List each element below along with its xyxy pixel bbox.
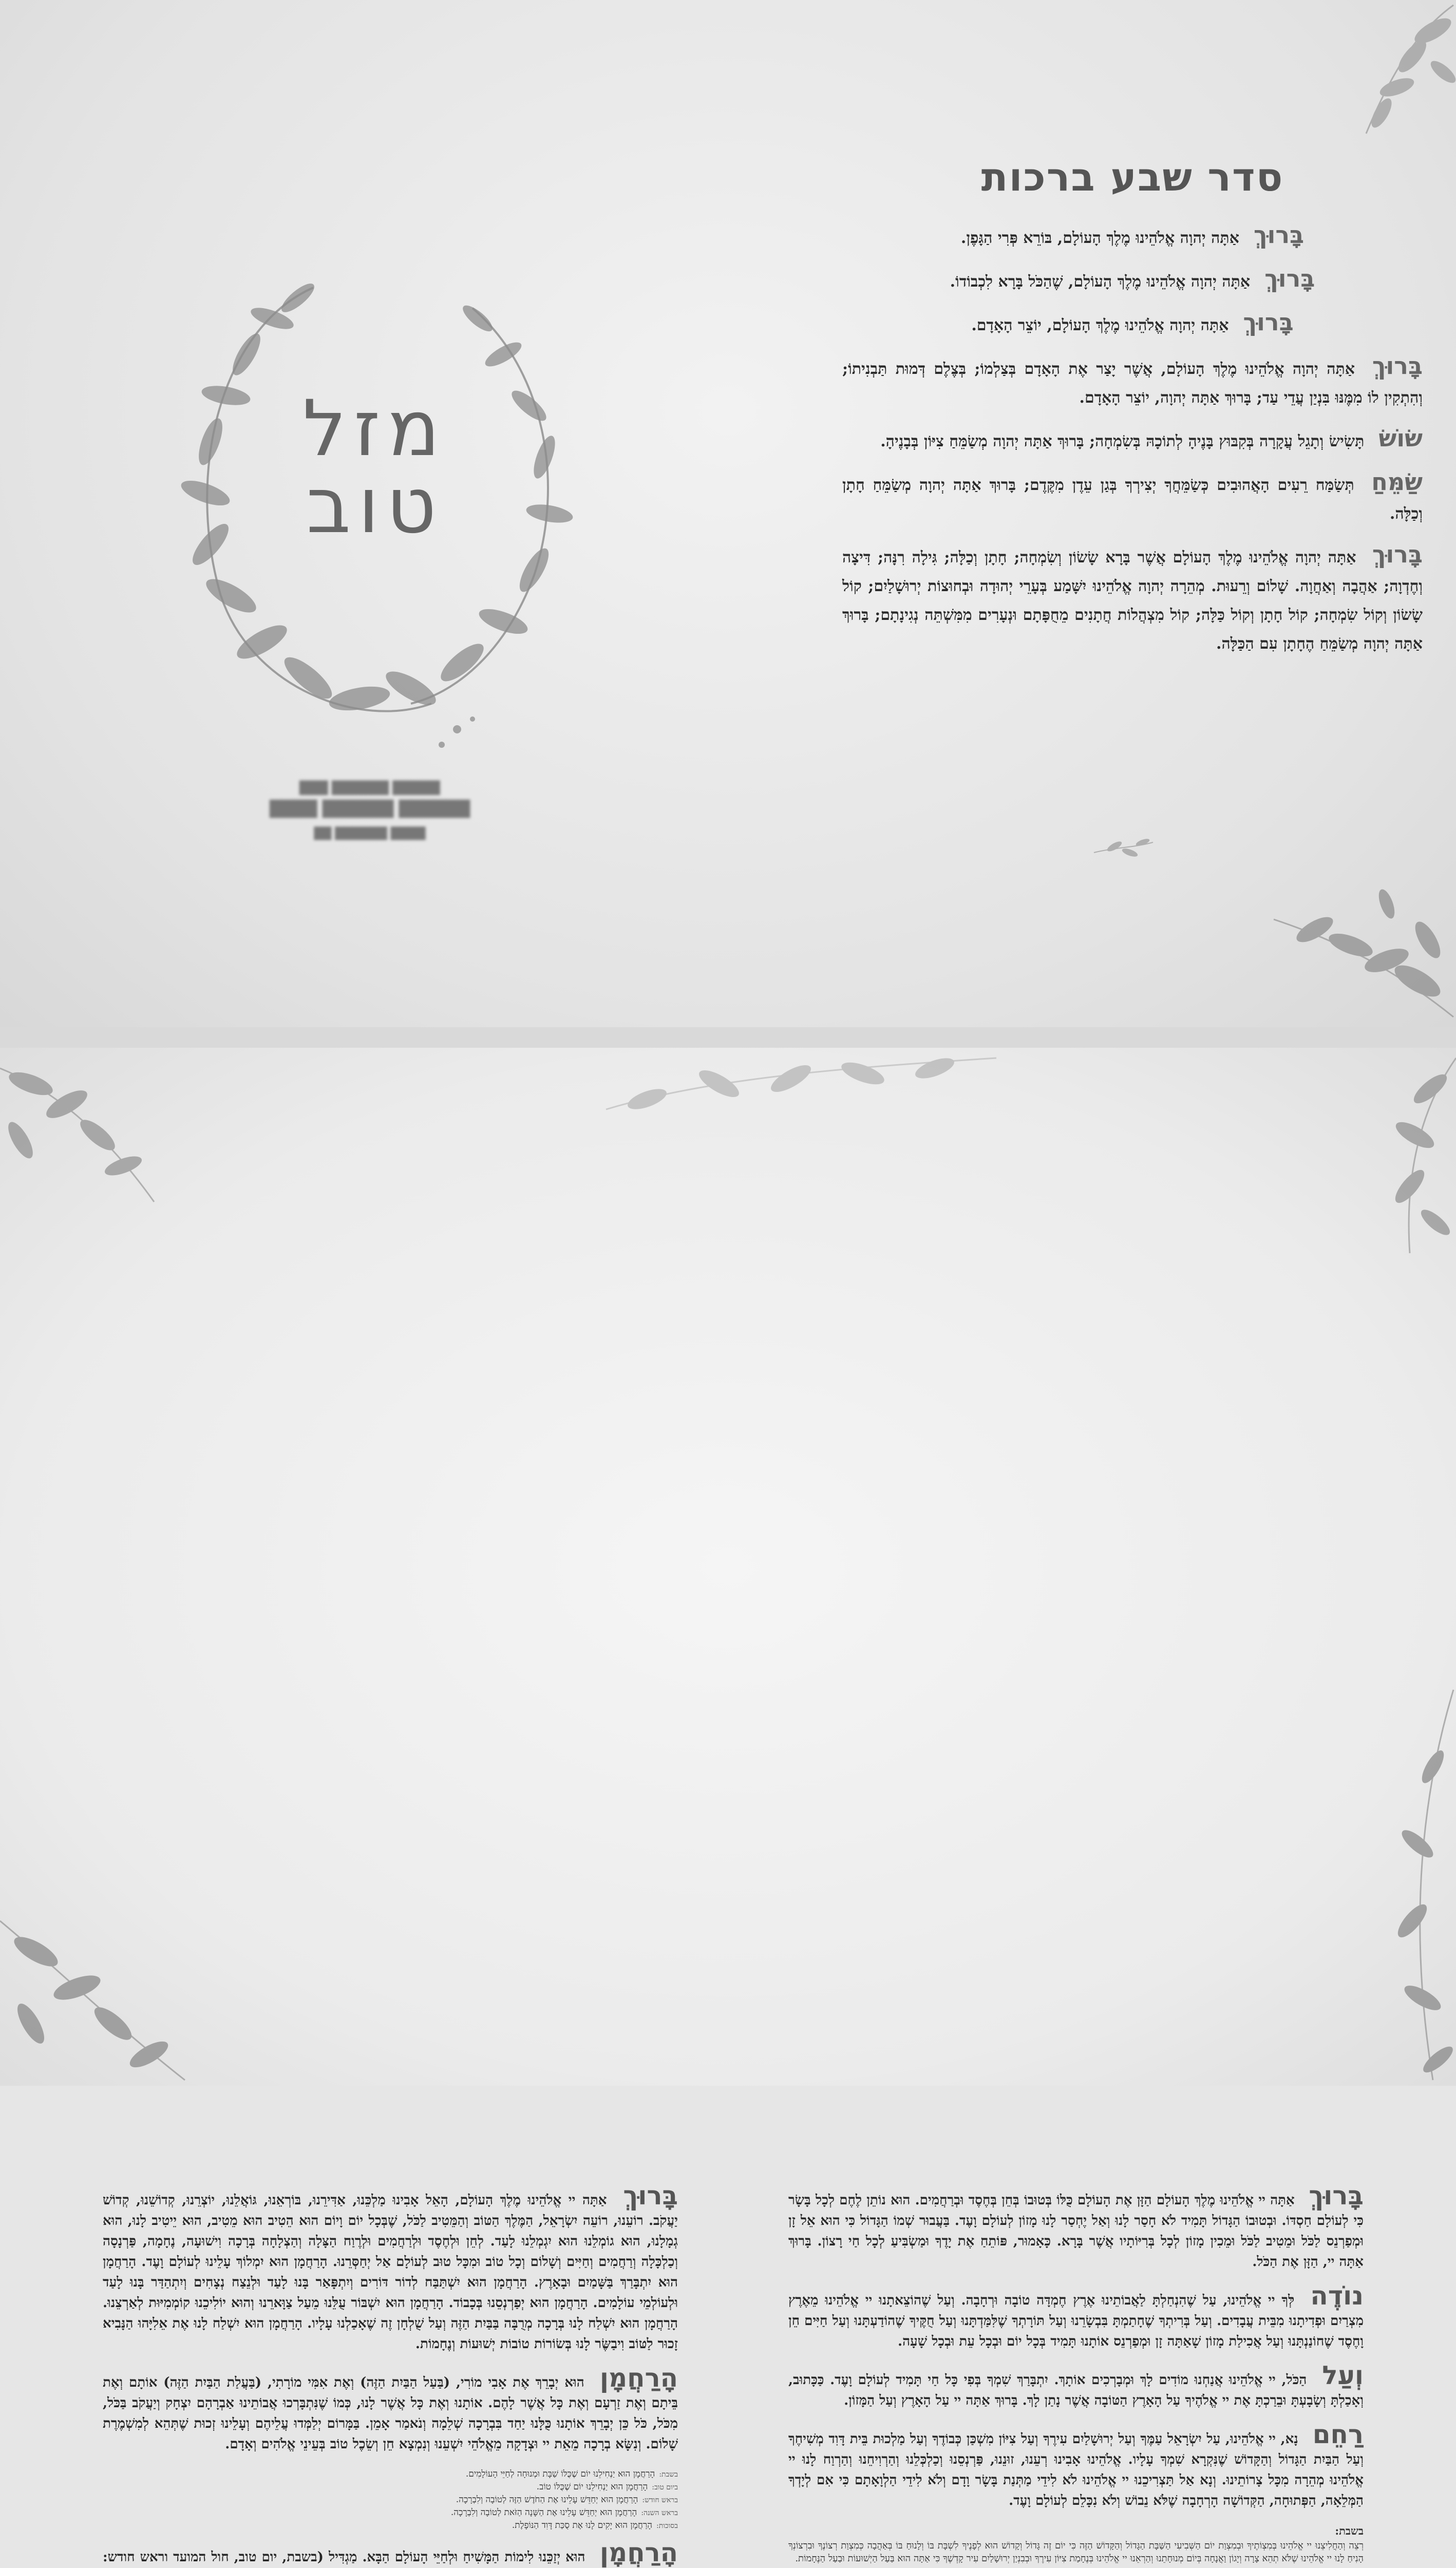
leaf-decoration-bottom-bottom-right: [1376, 1690, 1456, 2086]
blessing-lead: בָּרוּךְ: [1361, 352, 1423, 380]
blessing-text: אַתָּה יְהוָה אֱלֹהֵינוּ מֶלֶךְ הָעוֹלָם, שֶׁהַכֹּל בָּרָא לִכְבוֹדוֹ.: [950, 273, 1251, 291]
blessing-7: [842, 540, 1423, 658]
page-title: סדר שבע ברכות: [981, 154, 1284, 200]
blessing-lead: שׂוֹשׂ: [1370, 424, 1423, 452]
insert-label: ביום טוב:: [652, 2483, 678, 2491]
blessing-text: תָּשִׂישׂ וְתָגֵל עֲקָרָה בְּקִבּוּץ בָּנֶיהָ לְתוֹכָהּ בְּשִׂמְחָה; בָּרוּךְ אַתָּה יְהוָה מְשַׂמֵּחַ צִיּוֹן בְּבָנֶיהָ.: [880, 432, 1365, 450]
insert-label: בשבת:: [659, 2470, 678, 2479]
seven-blessings-section: [842, 154, 1423, 670]
insert-text: הָרַחֲמָן הוּא יְחַדֵּשׁ עָלֵינוּ אֶת הַחֹדֶשׁ הַזֶּה לְטוֹבָה וְלִבְרָכָה.: [456, 2495, 638, 2505]
paragraph-text: נָא, יי אֱלֹהֵינוּ, עַל יִשְׂרָאֵל עַמֶּךָ וְעַל יְרוּשָׁלַיִם עִירֶךָ וְעַל צִיּוֹן מִשְׁכַּן כְּבוֹדֶךָ וְעַל מַלְכוּת בֵּית דָּוִד מְשִׁיחֶךָ וְעַל הַבַּיִת הַגָּדוֹל וְהַקָּדוֹשׁ שֶׁנִּקְרָא שִׁמְךָ עָלָיו. אֱלֹהֵינוּ אָבִינוּ רְעֵנוּ, זוּנֵנוּ, פַּרְנְסֵנוּ וְכַלְכְּלֵנוּ וְהַרְוִיחֵנוּ וְהַרְוַח לָנוּ יי אֱלֹהֵינוּ מְהֵרָה מִכָּל צָרוֹתֵינוּ. וְנָא אַל תַּצְרִיכֵנוּ יי אֱלֹהֵינוּ לֹא לִידֵי מַתְּנַת בָּשָׂר וָדָם וְלֹא לִידֵי הַלְוָאָתָם כִּי אִם לְיָדְךָ הַמְּלֵאָה, הַפְּתוּחָה, הַקְּדוֹשָׁה הָרְחָבָה שֶׁלֹּא נֵבוֹשׁ וְלֹא נִכָּלֵם לְעוֹלָם וָעֶד.: [788, 2431, 1364, 2508]
blurred-credit-text: ███ ██████ █████ ████ ██████ ██████ ██ ██████ ████: [269, 781, 470, 840]
paragraph-lead: וְעַל: [1312, 2361, 1364, 2390]
insert-label: בראש חודש:: [642, 2496, 678, 2504]
holiday-insert-line: [118, 2494, 678, 2506]
blessing-lead: בָּרוּךְ: [1245, 221, 1304, 249]
bottom-panel: [0, 1048, 1456, 2567]
right-column: [788, 2181, 1364, 2568]
holiday-insert-line: [118, 2519, 678, 2532]
insert-label: בראש השנה:: [641, 2509, 678, 2517]
shabbat-insert: [788, 2524, 1364, 2565]
blessing-5: [842, 424, 1423, 456]
blessing-lead: בָּרוּךְ: [1256, 265, 1315, 292]
blessing-text: אַתָּה יְהוָה אֱלֹהֵינוּ מֶלֶךְ הָעוֹלָם, אֲשֶׁר יָצַר אֶת הָאָדָם בְּצַלְמוֹ; בְּצֶלֶם דְּמוּת תַּבְנִיתוֹ; וְהִתְקִין לוֹ מִמֶּנּוּ בִּנְיַן עֲדֵי עַד; בָּרוּךְ אַתָּה יְהוָה, יוֹצֵר הָאָדָם.: [842, 360, 1423, 407]
paragraph-lead: רַחֵם: [1303, 2420, 1364, 2449]
paragraph-lead: הָרַחֲמָן: [590, 2538, 678, 2567]
paragraph-lead: הָרַחֲמָן: [589, 2363, 678, 2393]
tov-line: טוב: [306, 461, 444, 551]
leaf-decoration-bottom-right: [1233, 842, 1456, 1027]
paragraph-baruch-hazan: [788, 2181, 1364, 2272]
paragraph-lead: בָּרוּךְ: [612, 2181, 678, 2211]
insert-text: רְצֵה וְהַחֲלִיצֵנוּ יי אֱלֹהֵינוּ בְּמִצְוֹתֶיךָ וּבְמִצְוַת יוֹם הַשְּׁבִיעִי הַשַּׁבָּת הַגָּדוֹל וְהַקָּדוֹשׁ הַזֶּה כִּי יוֹם זֶה גָּדוֹל וְקָדוֹשׁ הוּא לְפָנֶיךָ לִשְׁבָּת בּוֹ וְלָנוּחַ בּוֹ בְּאַהֲבָה כְּמִצְוַת רְצוֹנֶךָ וּבִרְצוֹנְךָ הָנִיחַ לָנוּ יי אֱלֹהֵינוּ שֶׁלֹּא תְהֵא צָרָה וְיָגוֹן וַאֲנָחָה בְּיוֹם מְנוּחָתֵנוּ וְהַרְאֵנוּ יי אֱלֹהֵינוּ בְּנֶחָמַת צִיּוֹן עִירֶךָ וּבְבִנְיַן יְרוּשָׁלַיִם עִיר קָדְשֶׁךָ כִּי אַתָּה הוּא בַּעַל הַיְשׁוּעוֹת וּבַעַל הַנֶּחָמוֹת.: [788, 2540, 1364, 2564]
leaf-decoration-bottom-bottom-left: [0, 1870, 195, 2086]
leaf-decoration-bottom-top-right: [1328, 1048, 1456, 1263]
mazal-tov-text: [144, 384, 606, 551]
mazal-line: מזל: [302, 384, 447, 474]
page-divider: [0, 1027, 1456, 1048]
paragraph-harachaman-yevarech: [103, 2363, 678, 2454]
blessing-2: [842, 264, 1423, 296]
blessing-lead: בָּרוּךְ: [1362, 540, 1423, 568]
paragraph-lead: בָּרוּךְ: [1299, 2181, 1364, 2211]
paragraph-hatov-vehametiv: [103, 2181, 678, 2354]
left-column: [103, 2181, 678, 2568]
blessing-1: [842, 220, 1423, 253]
holiday-insert-line: [118, 2506, 678, 2519]
insert-text: הָרַחֲמָן הוּא יָקִים לָנוּ אֶת סֻכַּת דָּוִד הַנּוֹפָלֶת.: [512, 2520, 653, 2531]
blessing-text: אַתָּה יְהוָה אֱלֹהֵינוּ מֶלֶךְ הָעוֹלָם, יוֹצֵר הָאָדָם.: [971, 316, 1229, 334]
blessing-lead: שַׂמֵּחַ: [1360, 468, 1423, 496]
paragraph-text: לְּךָ יי אֱלֹהֵינוּ, עַל שֶׁהִנְחַלְתָּ לַאֲבוֹתֵינוּ אֶרֶץ חֶמְדָּה טוֹבָה וּרְחָבָה. וְעַל שֶׁהוֹצֵאתָנוּ יי אֱלֹהֵינוּ מֵאֶרֶץ מִצְרַיִם וּפְדִיתָנוּ מִבֵּית עֲבָדִים. וְעַל בְּרִיתְךָ שֶׁחָתַמְתָּ בִּבְשָׂרֵנוּ וְעַל תּוֹרָתְךָ שֶׁלִּמַּדְתָּנוּ וְעַל חֻקֶּיךָ שֶׁהוֹדַעְתָּנוּ וְעַל חַיִּים חֵן וָחֶסֶד שֶׁחוֹנַנְתָּנוּ וְעַל אֲכִילַת מָזוֹן שָׁאַתָּה זָן וּמְפַרְנֵס אוֹתָנוּ תָּמִיד בְּכָל יוֹם וּבְכָל עֵת וּבְכָל שָׁעָה.: [788, 2293, 1364, 2349]
paragraph-harachaman-yezakenu: [103, 2538, 678, 2568]
insert-text: הָרַחֲמָן הוּא יַנְחִילֵנוּ יוֹם שֶׁכֻּלּוֹ שַׁבָּת וּמְנוּחָה לְחַיֵּי הָעוֹלָמִים.: [465, 2469, 655, 2479]
holiday-insert-line: [118, 2468, 678, 2481]
paragraph-veal-hakol: [788, 2361, 1364, 2411]
leaf-decoration-bottom-top-center: [606, 1048, 996, 1140]
paragraph-text: הוּא יְזַכֵּנוּ לִימוֹת הַמָּשִׁיחַ וּלְחַיֵּי הָעוֹלָם הַבָּא. מַגְדִּיל (בשבת, יום טוב, חול המועד וראש חודש:: [103, 2550, 585, 2565]
blessing-6: [842, 467, 1423, 528]
holiday-inserts: [118, 2468, 678, 2532]
paragraph-text: אַתָּה יי אֱלֹהֵינוּ מֶלֶךְ הָעוֹלָם הַזָּן אֶת הָעוֹלָם כֻּלּוֹ בְּטוּבוֹ בְּחֵן בְּחֶסֶד וּבְרַחֲמִים. הוּא נוֹתֵן לֶחֶם לְכָל בָּשָׂר כִּי לְעוֹלָם חַסְדּוֹ. וּבְטוּבוֹ הַגָּדוֹל תָּמִיד לֹא חָסַר לָנוּ וְאַל יֶחְסַר לָנוּ מָזוֹן לְעוֹלָם וָעֶד. בַּעֲבוּר שְׁמוֹ הַגָּדוֹל כִּי הוּא אֵל זָן וּמְפַרְנֵס לַכֹּל וּמֵטִיב לַכֹּל וּמֵכִין מָזוֹן לְכָל בְּרִיּוֹתָיו אֲשֶׁר בָּרָא. כָּאָמוּר, פּוֹתֵחַ אֶת יָדֶךָ וּמַשְׂבִּיעַ לְכָל חַי רָצוֹן. בָּרוּךְ אַתָּה יי, הַזָּן אֶת הַכֹּל.: [788, 2193, 1364, 2270]
leaf-decoration-bottom-top-left: [0, 1048, 169, 1212]
blessing-lead: בָּרוּךְ: [1235, 308, 1294, 336]
insert-text: הָרַחֲמָן הוּא יְחַדֵּשׁ עָלֵינוּ אֶת הַשָּׁנָה הַזֹּאת לְטוֹבָה וְלִבְרָכָה.: [450, 2507, 637, 2518]
paragraph-node: [788, 2281, 1364, 2352]
insert-text: הָרַחֲמָן הוּא יַנְחִילֵנוּ יוֹם שֶׁכֻּלּוֹ טוֹב.: [536, 2482, 648, 2492]
paragraph-text: הוּא יְבָרֵךְ אֶת אָבִי מוֹרִי, (בַּעַל הַבַּיִת הַזֶּה) וְאֶת אִמִּי מוֹרָתִי, (בַּעֲלַת הַבַּיִת הַזֶּה) אוֹתָם וְאֶת בֵּיתָם וְאֶת זַרְעָם וְאֶת כָּל אֲשֶׁר לָהֶם. אוֹתָנוּ וְאֶת כָּל אֲשֶׁר לָנוּ, כְּמוֹ שֶׁנִּתְבָּרְכוּ אֲבוֹתֵינוּ אַבְרָהָם יִצְחָק וְיַעֲקֹב בַּכֹּל, מִכֹּל, כֹּל כֵּן יְבָרֵךְ אוֹתָנוּ כֻּלָּנוּ יַחַד בִּבְרָכָה שְׁלֵמָה וְנֹאמַר אָמֵן. בַּמָּרוֹם יְלַמְּדוּ עֲלֵיהֶם וְעָלֵינוּ זְכוּת שֶׁתְּהֵא לְמִשְׁמֶרֶת שָׁלוֹם. וְנִשָּׂא בְרָכָה מֵאֵת יי וּצְדָקָה מֵאֱלֹהֵי יִשְׁעֵנוּ וְנִמְצָא חֵן וְשֵׂכֶל טוֹב בְּעֵינֵי אֱלֹהִים וְאָדָם.: [103, 2375, 678, 2452]
paragraph-text: אַתָּה יי אֱלֹהֵינוּ מֶלֶךְ הָעוֹלָם, הָאֵל אָבִינוּ מַלְכֵּנוּ, אַדִּירֵנוּ, בּוֹרְאֵנוּ, גּוֹאֲלֵנוּ, יוֹצְרֵנוּ, קְדוֹשֵׁנוּ, קְדוֹשׁ יַעֲקֹב. רוֹעֵנוּ, רוֹעֵה יִשְׂרָאֵל, הַמֶּלֶךְ הַטּוֹב וְהַמֵּטִיב לַכֹּל, שֶׁבְּכָל יוֹם וָיוֹם הוּא הֵטִיב הוּא מֵטִיב, הוּא יֵיטִיב לָנוּ, הוּא גְמָלָנוּ, הוּא גוֹמְלֵנוּ הוּא יִגְמְלֵנוּ לָעַד. לְחֵן וּלְחֶסֶד וּלְרַחֲמִים וּלְרֶוַח הַצָּלָה וְהַצְלָחָה בְּרָכָה וִישׁוּעָה, נֶחָמָה, פַּרְנָסָה וְכַלְכָּלָה וְרַחֲמִים וְחַיִּים וְשָׁלוֹם וְכָל טוֹב וּמִכָּל טוּב לְעוֹלָם אַל יְחַסְּרֵנוּ. הָרַחֲמָן הוּא יִמְלוֹךְ עָלֵינוּ לְעוֹלָם וָעֶד. הָרַחֲמָן הוּא יִתְבָּרַךְ בַּשָּׁמַיִם וּבָאָרֶץ. הָרַחֲמָן הוּא יִשְׁתַּבַּח לְדוֹר דּוֹרִים וְיִתְפָּאַר בָּנוּ לָעַד וּלְנֵצַח נְצָחִים וְיִתְהַדַּר בָּנוּ לָעַד וּלְעוֹלְמֵי עוֹלָמִים. הָרַחֲמָן הוּא יְפַרְנְסֵנוּ בְּכָבוֹד. הָרַחֲמָן הוּא יִשְׁבּוֹר עֻלֵּנוּ מֵעַל צַוָּארֵנוּ וְהוּא יוֹלִיכֵנוּ קוֹמְמִיּוּת לְאַרְצֵנוּ. הָרַחֲמָן הוּא יִשְׁלַח לָנוּ בְּרָכָה מְרֻבָּה בַּבַּיִת הַזֶּה וְעַל שֻׁלְחָן זֶה שֶׁאָכַלְנוּ עָלָיו. הָרַחֲמָן הוּא יִשְׁלַח לָנוּ אֶת אֵלִיָּהוּ הַנָּבִיא זָכוּר לַטּוֹב וִיבַשֶּׂר לָנוּ בְּשׂוֹרוֹת טוֹבוֹת יְשׁוּעוֹת וְנֶחָמוֹת.: [103, 2193, 678, 2352]
blessing-4: [842, 351, 1423, 412]
top-panel: [0, 0, 1456, 1027]
paragraph-text: הַכֹּל, יי אֱלֹהֵינוּ אֲנַחְנוּ מוֹדִים לָךְ וּמְבָרְכִים אוֹתָךְ. יִתְבָּרַךְ שִׁמְךָ בְּפִי כָּל חַי תָּמִיד לְעוֹלָם וָעֶד. כַּכָּתוּב, וְאָכַלְתָּ וְשָׂבָעְתָּ וּבֵרַכְתָּ אֶת יי אֱלֹהֶיךָ עַל הָאָרֶץ הַטּוֹבָה אֲשֶׁר נָתַן לָךְ. בָּרוּךְ אַתָּה יי עַל הָאָרֶץ וְעַל הַמָּזוֹן.: [788, 2372, 1364, 2408]
holiday-insert-line: [118, 2481, 678, 2494]
small-sprig-decoration: [1089, 832, 1156, 863]
blessing-text: תְּשַׂמַּח רֵעִים הָאֲהוּבִים כְּשַׂמֵּחֲךָ יְצִירְךָ בְּגַן עֵדֶן מִקֶּדֶם; בָּרוּךְ אַתָּה יְהוָה מְשַׂמֵּחַ חָתָן וְכַלָּה.: [842, 476, 1423, 523]
insert-label: בסוכות:: [656, 2522, 678, 2530]
mazal-tov-wreath: [144, 267, 606, 760]
paragraph-rachem: [788, 2420, 1364, 2511]
blessing-text: אַתָּה יְהוָה אֱלֹהֵינוּ מֶלֶךְ הָעוֹלָם אֲשֶׁר בָּרָא שָׂשׂוֹן וְשִׂמְחָה; חָתָן וְכַלָּה; גִּילָה רִנָּה; דִּיצָה וְחֶדְוָה; אַהֲבָה וְאַחֲוָה. שָׁלוֹם וְרֵעוּת. מְהֵרָה יְהוָה אֱלֹהֵינוּ יִשָּׁמַע בְּעָרֵי יְהוּדָה וּבְחוּצוֹת יְרוּשָׁלַיִם; קוֹל שָׂשׂוֹן וְקוֹל שִׂמְחָה; קוֹל חָתָן וְקוֹל כַּלָּה; קוֹל מִצְהֲלוֹת חֲתָנִים מֵחֻפָּתָם וּנְעָרִים מִמִּשְׁתֵּה נְגִינָתָם; בָּרוּךְ אַתָּה יְהוָה מְשַׂמֵּחַ הֶחָתָן עִם הַכַּלָּה.: [842, 549, 1423, 653]
blessing-3: [842, 308, 1423, 340]
blessing-text: אַתָּה יְהוָה אֱלֹהֵינוּ מֶלֶךְ הָעוֹלָם, בּוֹרֵא פְּרִי הַגָּפֶן.: [960, 229, 1239, 247]
paragraph-lead: נוֹדֶה: [1299, 2281, 1364, 2311]
insert-title: בשבת:: [1335, 2524, 1364, 2537]
